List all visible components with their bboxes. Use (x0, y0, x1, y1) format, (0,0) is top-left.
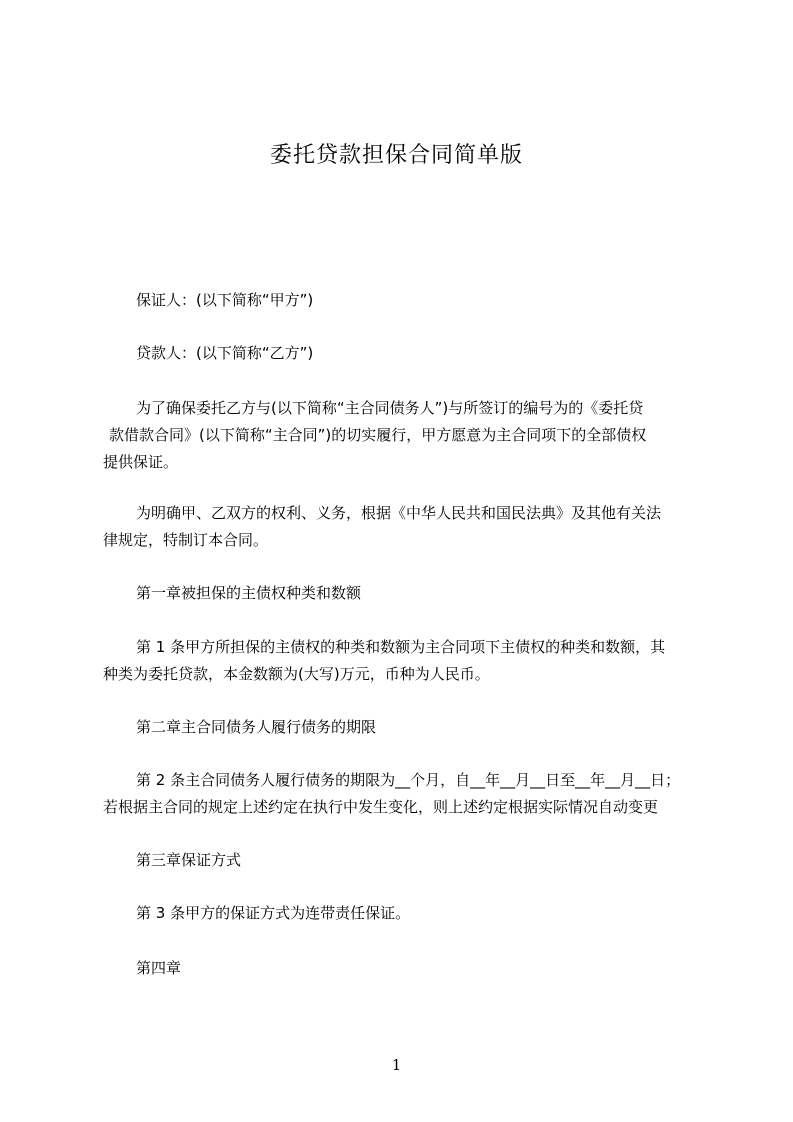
paragraph-line: 贷款人：(以下简称“乙方”) (136, 344, 314, 362)
chapter-3-heading (103, 847, 707, 874)
paragraph-line: 第三章保证方式 (136, 851, 242, 869)
paragraph-guarantor (103, 287, 707, 314)
article-1 (103, 634, 707, 688)
paragraph-line: 第四章 (136, 959, 182, 977)
paragraph-line: 保证人：(以下简称“甲方”) (136, 291, 314, 309)
paragraph-basis (103, 500, 707, 554)
paragraph-line: 种类为委托贷款，本金数额为(大写)万元，币种为人民币。 (103, 665, 490, 683)
paragraph-line: 第 3 条甲方的保证方式为连带责任保证。 (136, 904, 411, 922)
article-3 (103, 900, 707, 927)
chapter-4-heading (103, 955, 707, 982)
paragraph-line: 若根据主合同的规定上述约定在执行中发生变化，则上述约定根据实际情况自动变更 (103, 798, 659, 816)
paragraph-line: 为明确甲、乙双方的权利、义务，根据《中华人民共和国民法典》及其他有关法 (136, 504, 662, 522)
paragraph-line: 款借款合同》(以下简称“主合同”)的切实履行，甲方愿意为主合同项下的全部债权 (109, 426, 647, 444)
document-title: 委托贷款担保合同简单版 (269, 143, 523, 168)
paragraph-line: 第 2 条主合同债务人履行债务的期限为__个月，自__年__月__日至__年__月__日； (136, 771, 681, 789)
paragraph-line: 第一章被担保的主债权种类和数额 (136, 584, 362, 602)
paragraph-line: 第二章主合同债务人履行债务的期限 (136, 718, 377, 736)
paragraph-purpose (103, 395, 707, 476)
paragraph-line: 为了确保委托乙方与(以下简称“主合同债务人”)与所签订的编号为的《委托贷 (136, 399, 644, 417)
paragraph-line: 提供保证。 (103, 453, 179, 471)
paragraph-lender (103, 340, 707, 367)
article-2 (103, 767, 707, 821)
chapter-2-heading (103, 714, 707, 741)
paragraph-line: 第 1 条甲方所担保的主债权的种类和数额为主合同项下主债权的种类和数额，其 (136, 638, 666, 656)
paragraph-line: 律规定，特制订本合同。 (103, 531, 269, 549)
chapter-1-heading (103, 580, 707, 607)
page-number: 1 (391, 1056, 402, 1074)
